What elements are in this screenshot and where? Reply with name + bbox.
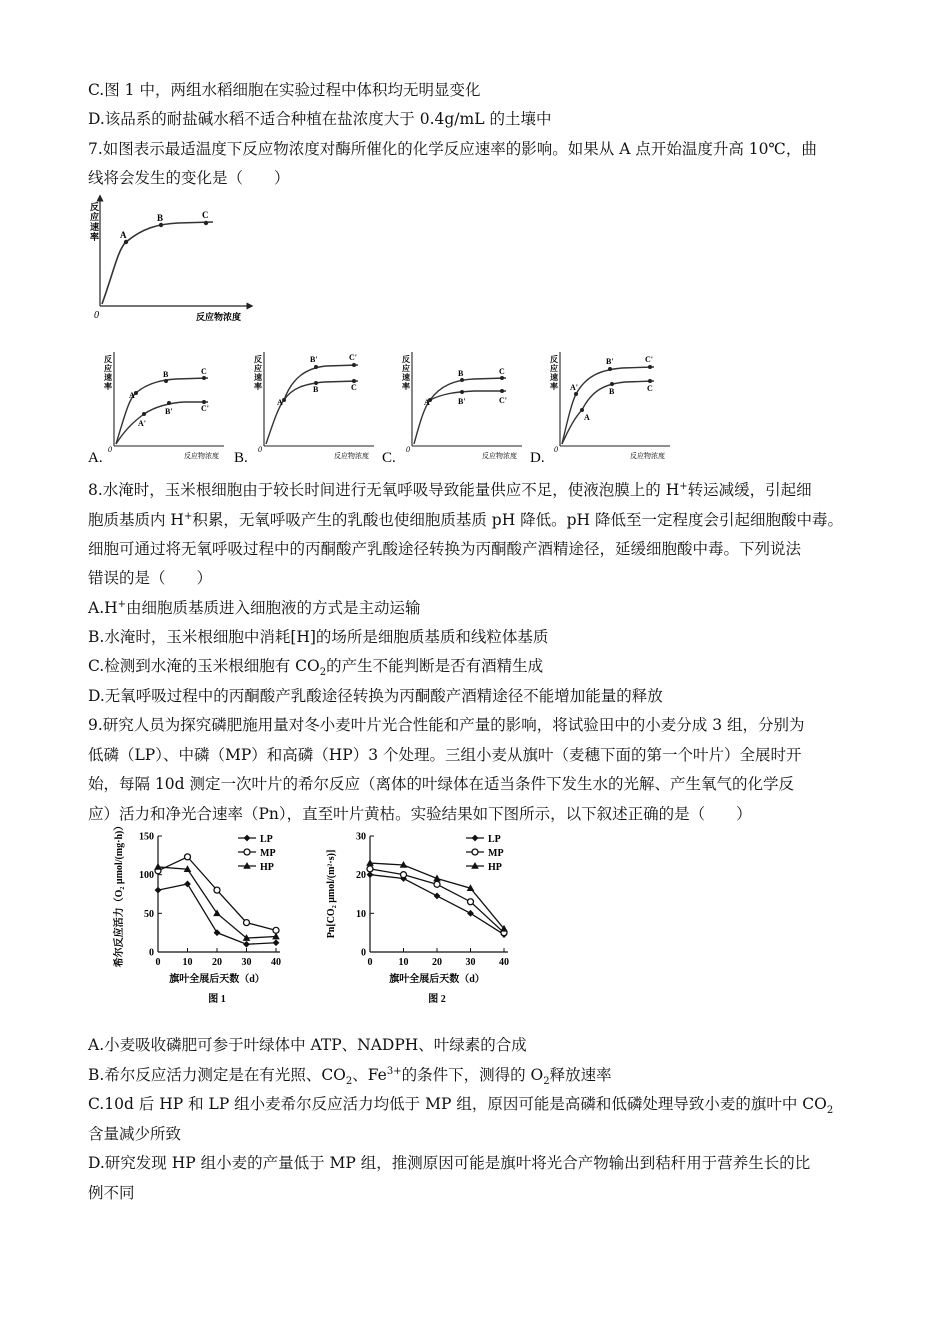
svg-text:0: 0 <box>554 445 558 454</box>
data-point-lp <box>184 881 191 888</box>
legend-label: LP <box>488 834 501 845</box>
x-tick-label: 40 <box>499 957 509 968</box>
svg-text:应: 应 <box>550 364 558 373</box>
svg-text:率: 率 <box>402 382 410 391</box>
svg-text:B': B' <box>606 357 614 366</box>
option-d-graph <box>530 352 670 466</box>
enzyme-main-figure <box>88 194 258 326</box>
legend-label: HP <box>260 862 274 873</box>
svg-text:C: C <box>647 384 653 393</box>
svg-text:应: 应 <box>104 364 112 373</box>
svg-text:速: 速 <box>550 373 558 382</box>
x-tick-label: 10 <box>182 957 193 968</box>
data-point-mp <box>273 927 279 933</box>
data-point-mp <box>244 920 250 926</box>
x-tick-label: 0 <box>155 957 161 968</box>
y-tick-label: 0 <box>361 947 366 959</box>
y-label-char: 率 <box>90 232 100 242</box>
svg-text:C': C' <box>645 355 653 364</box>
question-8-line-3: 细胞可通过将无氧呼吸过程中的丙酮酸产乳酸途径转换为丙酮酸产酒精途径，延缓细胞酸中毒。下列说法 <box>88 540 802 558</box>
legend-label: LP <box>260 834 273 845</box>
svg-text:A': A' <box>570 383 578 392</box>
svg-text:A: A <box>584 413 590 422</box>
option-8b: B.水淹时，玉米根细胞中消耗[H]的场所是细胞质基质和线粒体基质 <box>88 628 549 646</box>
svg-text:应: 应 <box>254 364 262 373</box>
option-9a: A.小麦吸收磷肥可参于叶绿体中 ATP、NADPH、叶绿素的合成 <box>88 1036 527 1054</box>
y-tick-label: 30 <box>356 831 366 843</box>
data-point-lp <box>214 929 221 936</box>
data-point-lp <box>467 910 474 917</box>
option-a-graph <box>88 352 224 466</box>
svg-text:A': A' <box>138 419 146 428</box>
legend-marker-mp <box>244 849 250 855</box>
data-point-mp <box>468 899 474 905</box>
data-point-lp <box>434 893 441 900</box>
svg-text:率: 率 <box>550 382 558 391</box>
point-c-label: C <box>202 210 209 220</box>
option-8a: A.H+由细胞质基质进入细胞液的方式是主动运输 <box>88 598 421 617</box>
data-point-mp <box>401 872 407 878</box>
data-point-mp <box>434 881 440 887</box>
svg-text:B': B' <box>165 407 173 416</box>
x-tick-label: 10 <box>398 957 409 968</box>
svg-text:B: B <box>313 385 319 394</box>
legend-label: MP <box>488 848 504 859</box>
y-tick-label: 50 <box>144 908 154 920</box>
y-tick-label: 0 <box>149 947 154 959</box>
option-d-label: D. <box>530 450 545 466</box>
data-point-mp <box>185 854 191 860</box>
option-9d: D.研究发现 HP 组小麦的产量低于 MP 组，推测原因可能是旗叶将光合产物输出到秸秆用于营养生长的比 <box>88 1154 811 1172</box>
x-tick-label: 40 <box>271 957 281 968</box>
option-b-label: B. <box>234 450 248 466</box>
svg-text:0: 0 <box>108 445 112 454</box>
question-9-line-3: 始，每隔 10d 测定一次叶片的希尔反应（离体的叶绿体在适当条件下发生水的光解、产生氧气的化学反 <box>88 775 795 793</box>
y-label-char: 速 <box>90 222 100 232</box>
svg-text:C: C <box>499 367 505 376</box>
svg-text:反应物浓度: 反应物浓度 <box>630 452 665 460</box>
option-8d: D.无氧呼吸过程中的丙酮酸产乳酸途径转换为丙酮酸产酒精途径不能增加能量的释放 <box>88 687 663 705</box>
point-b-label: B <box>157 213 164 223</box>
pn-chart <box>328 828 528 1018</box>
legend-label: HP <box>488 862 502 873</box>
svg-text:率: 率 <box>104 382 112 391</box>
svg-text:B: B <box>609 387 615 396</box>
series-line-hp <box>158 867 276 938</box>
x-tick-label: 20 <box>212 957 222 968</box>
x-axis-label: 反应物浓度 <box>196 312 242 322</box>
svg-text:B': B' <box>310 355 318 364</box>
option-9c-line-2: 含量减少所致 <box>88 1125 182 1143</box>
data-point-mp <box>214 887 220 893</box>
svg-text:B': B' <box>458 397 466 406</box>
hill-reaction-chart <box>88 820 308 1018</box>
svg-text:速: 速 <box>104 373 112 382</box>
option-9b: B.希尔反应活力测定是在有光照、$CO_2$、$Fe^{3+}$的条件下，测得的 $O_2$释放速率 <box>88 1065 612 1088</box>
svg-text:A: A <box>424 398 430 407</box>
svg-text:0: 0 <box>406 445 410 454</box>
data-point-lp <box>243 941 250 948</box>
y-tick-label: 20 <box>356 870 366 882</box>
question-7-line-2: 线将会发生的变化是（ ） <box>88 169 290 187</box>
legend-label: MP <box>260 848 276 859</box>
data-point-lp <box>273 939 280 946</box>
y-label-char: 反 <box>90 202 100 212</box>
chart-title: 图 1 <box>208 994 226 1005</box>
svg-text:C: C <box>201 367 207 376</box>
data-point-hp <box>154 863 162 870</box>
legend-marker-lp <box>472 835 479 842</box>
question-7-line-1: 7.如图表示最适温度下反应物浓度对酶所催化的化学反应速率的影响。如果从 A 点开始温度升高 10℃，曲 <box>88 140 817 158</box>
svg-text:应: 应 <box>402 364 410 373</box>
point-a-label: A <box>120 230 127 240</box>
svg-text:反: 反 <box>254 355 262 364</box>
x-axis-label: 旗叶全展后天数（d） <box>389 974 485 985</box>
question-9-line-4: 应）活力和净光合速率（Pn），直至叶片黄枯。实验结果如下图所示，以下叙述正确的是（ ） <box>88 805 752 823</box>
y-label-char: 应 <box>90 212 100 222</box>
option-b-graph <box>234 352 374 466</box>
question-9-line-1: 9.研究人员为探究磷肥施用量对冬小麦叶片光合性能和产量的影响，将试验田中的小麦分成 3 组，分别为 <box>88 716 805 734</box>
data-point-lp <box>155 887 162 894</box>
option-a-label: A. <box>88 450 103 466</box>
option-9d-line-2: 例不同 <box>88 1184 135 1202</box>
data-point-hp <box>366 859 374 866</box>
option-c-graph <box>382 352 522 466</box>
chart-title: 图 2 <box>428 994 446 1005</box>
enzyme-option-figures <box>84 348 684 466</box>
y-tick-label: 150 <box>139 831 154 843</box>
svg-text:速: 速 <box>402 373 410 382</box>
svg-text:C': C' <box>499 396 507 405</box>
svg-text:C: C <box>351 383 357 392</box>
option-6c: C.图 1 中，两组水稻细胞在实验过程中体积均无明显变化 <box>88 81 481 99</box>
svg-text:速: 速 <box>254 373 262 382</box>
question-9-line-2: 低磷（LP）、中磷（MP）和高磷（HP）3 个处理。三组小麦从旗叶（麦穗下面的第一个叶片）全展时开 <box>88 746 802 764</box>
svg-text:反应物浓度: 反应物浓度 <box>334 452 369 460</box>
option-c-label: C. <box>382 450 396 466</box>
x-tick-label: 20 <box>432 957 442 968</box>
svg-text:B: B <box>163 370 169 379</box>
x-tick-label: 0 <box>367 957 373 968</box>
svg-text:B: B <box>458 369 464 378</box>
svg-text:A: A <box>277 398 283 407</box>
question-8-line-1: 8.水淹时，玉米根细胞由于较长时间进行无氧呼吸导致能量供应不足，使液泡膜上的 H+转运减缓，引起细 <box>88 480 812 499</box>
y-tick-label: 100 <box>139 870 154 882</box>
y-axis-label: Pn[CO₂ μmol/(m²·s)] <box>326 849 337 939</box>
option-6d: D.该品系的耐盐碱水稻不适合种植在盐浓度大于 0.4g/mL 的土壤中 <box>88 110 552 128</box>
svg-text:反应物浓度: 反应物浓度 <box>482 452 517 460</box>
question-8-line-4: 错误的是（ ） <box>88 569 213 587</box>
origin-label: 0 <box>94 310 99 321</box>
svg-text:率: 率 <box>254 382 262 391</box>
svg-text:C': C' <box>201 404 209 413</box>
svg-text:反: 反 <box>402 355 410 364</box>
svg-text:0: 0 <box>258 445 262 454</box>
legend-marker-mp <box>472 849 478 855</box>
svg-text:反应物浓度: 反应物浓度 <box>184 452 219 460</box>
option-8c: C.检测到水淹的玉米根细胞有 $CO_2$的产生不能判断是否有酒精生成 <box>88 657 544 679</box>
svg-text:反: 反 <box>550 355 558 364</box>
question-8-line-2: 胞质基质内 H+积累，无氧呼吸产生的乳酸也使细胞质基质 pH 降低。pH 降低至一定程度会引起细胞酸中毒。 <box>88 510 844 529</box>
x-tick-label: 30 <box>241 957 252 968</box>
data-point-mp <box>367 866 373 872</box>
y-axis-label: 希尔反应活力（O₂ μmol/(mg·h)） <box>114 820 125 968</box>
option-9c: C.10d 后 HP 和 LP 组小麦希尔反应活力均低于 MP 组，原因可能是高磷和低磷处理导致小麦的旗叶中 $CO_2$ <box>88 1095 834 1117</box>
legend-marker-lp <box>244 835 251 842</box>
svg-text:C': C' <box>349 353 357 362</box>
svg-text:反: 反 <box>104 355 112 364</box>
y-tick-label: 10 <box>356 908 366 920</box>
svg-text:A: A <box>129 391 135 400</box>
data-point-hp <box>272 933 280 940</box>
x-tick-label: 30 <box>465 957 476 968</box>
x-axis-label: 旗叶全展后天数（d） <box>169 974 265 985</box>
